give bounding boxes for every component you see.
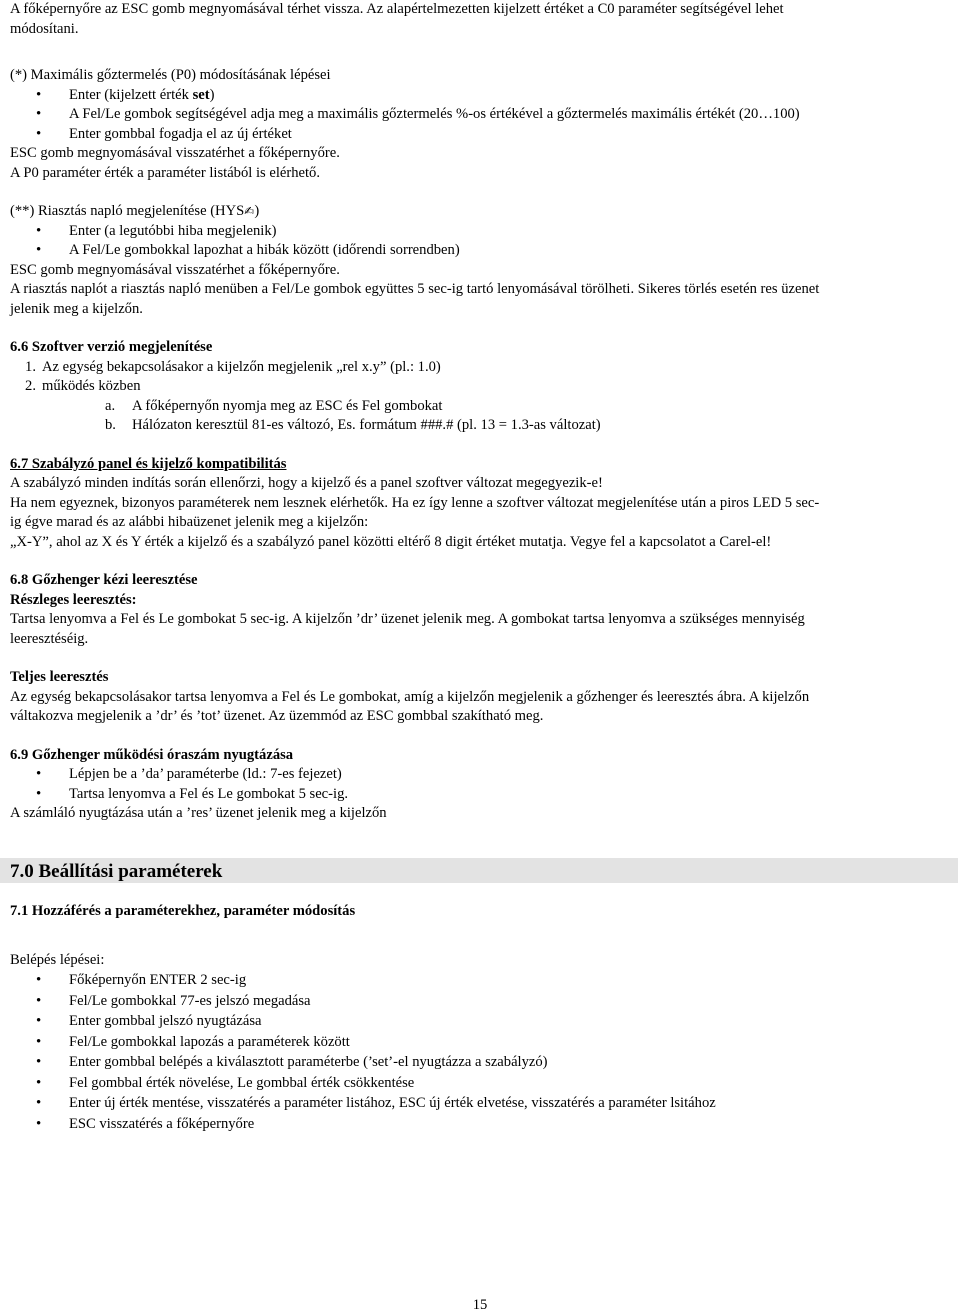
alarm-heading: (**) Riasztás napló megjelenítése (HYS✍) [10, 203, 260, 219]
hour-reset-note: A számláló nyugtázása után a ’res’ üzenet jelenik meg a kijelzőn [10, 805, 387, 821]
list-item: • Enter gombbal fogadja el az új értéket [10, 125, 945, 145]
intro-line-1: A főképernyőre az ESC gomb megnyomásával térhet vissza. Az alapértelmezetten kijelzett értéket a C0 paraméter segítségével lehet [10, 1, 784, 17]
alarm-steps-list [10, 222, 945, 261]
list-item: • Főképernyőn ENTER 2 sec-ig [10, 970, 945, 991]
section-7-1-title: 7.1 Hozzáférés a paraméterekhez, paraméter módosítás [10, 903, 356, 919]
partial-drain-line-1: Tartsa lenyomva a Fel és Le gombokat 5 sec-ig. A kijelzőn ’dr’ üzenet jelenik meg. A gombokat tartsa lenyomva a szükséges mennyiség [10, 611, 805, 627]
list-item: • Fel/Le gombokkal lapozás a paraméterek között [10, 1032, 945, 1053]
alarm-delete-line-2: jelenik meg a kijelzőn. [10, 300, 143, 317]
list-item: • Enter (kijelzett érték set) [10, 86, 945, 106]
page-number: 15 [472, 1297, 488, 1313]
list-item: • ESC visszatérés a főképernyőre [10, 1114, 945, 1135]
list-item: • A Fel/Le gombok segítségével adja meg a maximális gőztermelés %-os értékével a gőztermelés maximális értékét (20…100) [10, 105, 945, 125]
list-item: 1. Az egység bekapcsolásakor a kijelzőn megjelenik „rel x.y” (pl.: 1.0) [25, 358, 441, 375]
partial-drain-line-2: leeresztéséig. [10, 630, 89, 647]
list-item: b. Hálózaton keresztül 81-es változó, Es. formátum ###.# (pl. 13 = 1.3-as változat) [105, 417, 601, 433]
hour-reset-list [10, 765, 945, 804]
writing-hand-icon: ✍ [244, 204, 255, 218]
full-drain-line-1: Az egység bekapcsolásakor tartsa lenyomva a Fel és Le gombokat, amíg a kijelzőn megjelenik a gőzhenger és leeresztés ábra. A kijelzőn [10, 688, 810, 705]
list-item: a. A főképernyőn nyomja meg az ESC és Fel gombokat [105, 397, 443, 414]
full-drain-line-2: váltakozva megjelenik a ’dr’ és ’tot’ üzenet. Az üzemmód az ESC gombbal szakítható meg. [10, 708, 544, 724]
list-item: • Enter új érték mentése, visszatérés a paraméter listához, ESC új érték elvetése, visszatérés a paraméter lsitához [10, 1093, 945, 1114]
compat-check-text: A szabályzó minden indítás során ellenőrzi, hogy a kijelző és a panel szoftver változat megegyezik-e! [10, 475, 603, 491]
entry-steps-title: Belépés lépései: [10, 951, 105, 968]
list-item: • Tartsa lenyomva a Fel és Le gombokat 5 sec-ig. [10, 785, 945, 805]
p0-list-note: A P0 paraméter érték a paraméter listából is elérhető. [10, 164, 320, 181]
list-item: 2. működés közben [25, 378, 141, 394]
entry-steps-list [10, 970, 945, 1134]
list-item: • Enter (a legutóbbi hiba megjelenik) [10, 222, 945, 242]
intro-line-2: módosítani. [10, 20, 79, 37]
list-item: • Enter gombbal jelszó nyugtázása [10, 1011, 945, 1032]
chapter-7-heading: 7.0 Beállítási paraméterek [0, 858, 958, 883]
list-item: • Fel gombbal érték növelése, Le gombbal érték csökkentése [10, 1073, 945, 1094]
section-6-9-title: 6.9 Gőzhenger működési óraszám nyugtázása [10, 746, 294, 763]
p0-heading: (*) Maximális gőztermelés (P0) módosításának lépései [10, 67, 331, 83]
p0-esc-note: ESC gomb megnyomásával visszatérhet a főképernyőre. [10, 145, 340, 161]
section-6-6-title: 6.6 Szoftver verzió megjelenítése [10, 339, 213, 355]
partial-drain-title: Részleges leeresztés: [10, 591, 137, 608]
section-6-8-title: 6.8 Gőzhenger kézi leeresztése [10, 572, 198, 588]
list-item: • Lépjen be a ’da’ paraméterbe (ld.: 7-es fejezet) [10, 765, 945, 785]
section-6-7-title: 6.7 Szabályzó panel és kijelző kompatibilitás [10, 455, 287, 472]
compat-mismatch-line-2: ig égve marad és az alábbi hibaüzenet jelenik meg a kijelzőn: [10, 514, 369, 530]
compat-mismatch-line-1: Ha nem egyeznek, bizonyos paraméterek nem lesznek elérhetők. Ha ez így lenne a szoftver változat megjelenítése után a piros LED 5 sec- [10, 494, 820, 511]
list-item: • A Fel/Le gombokkal lapozhat a hibák között (időrendi sorrendben) [10, 241, 945, 261]
list-item: • Enter gombbal belépés a kiválasztott paraméterbe (’set’-el nyugtázza a szabályzó) [10, 1052, 945, 1073]
alarm-esc-note: ESC gomb megnyomásával visszatérhet a főképernyőre. [10, 261, 340, 278]
p0-steps-list [10, 86, 945, 145]
full-drain-title: Teljes leeresztés [10, 669, 109, 685]
list-item: • Fel/Le gombokkal 77-es jelszó megadása [10, 991, 945, 1012]
compat-error-text: „X-Y”, ahol az X és Y érték a kijelző és a szabályzó panel közötti eltérő 8 digit értéket mutatja. Vegye fel a kapcsolatot a Carel-el! [10, 533, 772, 550]
alarm-delete-line-1: A riasztás naplót a riasztás napló menüben a Fel/Le gombok együttes 5 sec-ig tartó lenyomásával törölheti. Sikeres törlés esetén res üzenet [10, 281, 820, 297]
